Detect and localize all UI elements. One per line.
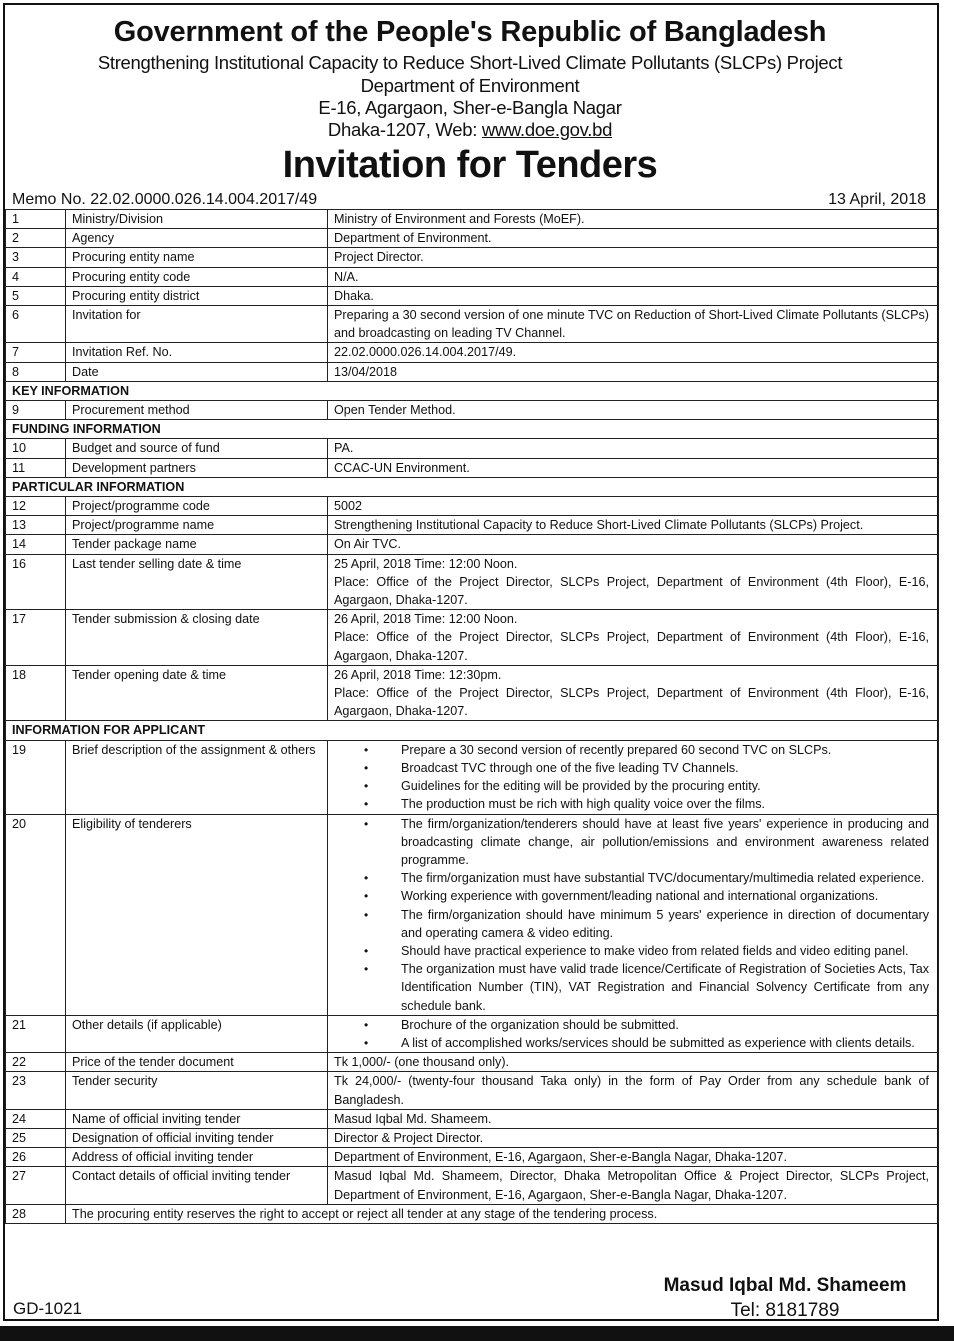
list-item: • The firm/organization should have minimum 5 years' experience in direction of documentary and operating camera & video editing. — [328, 906, 929, 942]
section-heading-funding: FUNDING INFORMATION — [6, 420, 939, 439]
list-item: • Guidelines for the editing will be provided by the procuring entity. — [328, 777, 929, 795]
row-number: 4 — [6, 267, 66, 286]
table-row — [6, 1015, 939, 1052]
section-row — [6, 477, 939, 496]
row-label: Designation of official inviting tender — [66, 1128, 328, 1147]
row-number: 25 — [6, 1128, 66, 1147]
row-number: 10 — [6, 439, 66, 458]
row-value: Masud Iqbal Md. Shameem. — [328, 1109, 939, 1128]
list-item: • Working experience with government/leading national and international organizations. — [328, 887, 929, 905]
table-row — [6, 497, 939, 516]
place: Place: Office of the Project Director, SLCPs Project, Department of Environment (4th Floor), E-16, Agargaon, Dhaka-1207. — [334, 630, 929, 663]
row-value: The procuring entity reserves the right to accept or reject all tender at any stage of the tendering process. — [66, 1204, 939, 1223]
row-value: 22.02.0000.026.14.004.2017/49. — [328, 343, 939, 362]
row-value: 13/04/2018 — [328, 362, 939, 381]
city-label: Dhaka-1207, Web: — [327, 119, 482, 140]
row-number: 28 — [6, 1204, 66, 1223]
table-row — [6, 1204, 939, 1223]
row-number: 19 — [6, 740, 66, 814]
row-label: Tender opening date & time — [66, 665, 328, 721]
section-heading-particular: PARTICULAR INFORMATION — [6, 477, 939, 496]
row-label: Price of the tender document — [66, 1053, 328, 1072]
table-row — [6, 401, 939, 420]
bullet-list — [328, 815, 929, 1015]
website-link[interactable]: www.doe.gov.bd — [481, 119, 613, 140]
table-row — [6, 210, 939, 229]
date-time: 25 April, 2018 Time: 12:00 Noon. — [334, 556, 518, 571]
row-label: Eligibility of tenderers — [66, 814, 328, 1015]
table-row — [6, 1109, 939, 1128]
list-item: • The firm/organization/tenderers should have at least five years' experience in producing and broadcasting climate change, air pollution/emissions and environment awareness related programme. — [328, 815, 929, 870]
list-item: • Prepare a 30 second version of recently prepared 60 second TVC on SLCPs. — [328, 741, 929, 759]
section-heading-key: KEY INFORMATION — [6, 381, 939, 400]
row-number: 21 — [6, 1015, 66, 1052]
row-number: 1 — [6, 210, 66, 229]
row-value — [328, 610, 939, 666]
table-row — [6, 1053, 939, 1072]
row-label: Development partners — [66, 458, 328, 477]
row-label: Tender package name — [66, 535, 328, 554]
address-line: E-16, Agargaon, Sher-e-Bangla Nagar — [318, 97, 622, 118]
row-value: Tk 1,000/- (one thousand only). — [328, 1053, 939, 1072]
section-heading-applicant: INFORMATION FOR APPLICANT — [6, 721, 939, 740]
row-value: Open Tender Method. — [328, 401, 939, 420]
row-label: Procuring entity district — [66, 286, 328, 305]
section-row — [6, 420, 939, 439]
table-row — [6, 229, 939, 248]
row-number: 3 — [6, 248, 66, 267]
list-item: • The production must be rich with high quality voice over the films. — [328, 795, 929, 813]
table-row — [6, 343, 939, 362]
signatory-name: Masud Iqbal Md. Shameem — [663, 1275, 907, 1296]
row-label: Brief description of the assignment & others — [66, 740, 328, 814]
row-value — [328, 814, 939, 1015]
row-value — [328, 554, 939, 610]
section-row — [6, 381, 939, 400]
date-time: 26 April, 2018 Time: 12:30pm. — [334, 667, 502, 682]
table-row — [6, 814, 939, 1015]
list-item: • Should have practical experience to make video from related fields and video editing panel. — [328, 942, 929, 960]
place: Place: Office of the Project Director, SLCPs Project, Department of Environment (4th Floor), E-16, Agargaon, Dhaka-1207. — [334, 574, 929, 608]
table-row — [6, 1148, 939, 1167]
tender-table — [5, 209, 939, 1224]
bullet-list — [328, 741, 929, 814]
table-row — [6, 1167, 939, 1204]
table-row — [6, 516, 939, 535]
row-label: Procuring entity code — [66, 267, 328, 286]
row-value: Department of Environment, E-16, Agargaon, Sher-e-Bangla Nagar, Dhaka-1207. — [328, 1148, 939, 1167]
memo-date: 13 April, 2018 — [828, 191, 926, 208]
signatory-telephone: Tel: 8181789 — [730, 1300, 840, 1321]
row-value: Preparing a 30 second version of one minute TVC on Reduction of Short-Lived Climate Pollutants (SLCPs) and broadcasting on leading TV Channel. — [328, 306, 939, 343]
row-number: 23 — [6, 1072, 66, 1109]
row-number: 14 — [6, 535, 66, 554]
table-row — [6, 267, 939, 286]
project-name: Strengthening Institutional Capacity to Reduce Short-Lived Climate Pollutants (SLCPs) Project — [97, 52, 843, 73]
row-label: Contact details of official inviting tender — [66, 1167, 328, 1204]
row-label: Ministry/Division — [66, 210, 328, 229]
row-value: Masud Iqbal Md. Shameem, Director, Dhaka Metropolitan Office & Project Director, SLCPs Project, Department of Environment, E-16, Agargaon, Sher-e-Bangla Nagar, Dhaka-1207. — [328, 1167, 939, 1204]
row-value: 5002 — [328, 497, 939, 516]
list-item: • Brochure of the organization should be submitted. — [328, 1016, 929, 1034]
row-number: 27 — [6, 1167, 66, 1204]
row-value: Project Director. — [328, 248, 939, 267]
row-value: Dhaka. — [328, 286, 939, 305]
row-value: N/A. — [328, 267, 939, 286]
row-number: 16 — [6, 554, 66, 610]
row-value — [328, 665, 939, 721]
row-value: Tk 24,000/- (twenty-four thousand Taka only) in the form of Pay Order from any schedule bank of Bangladesh. — [328, 1072, 939, 1109]
row-number: 5 — [6, 286, 66, 305]
bullet-list — [328, 1016, 929, 1052]
list-item: • Broadcast TVC through one of the five leading TV Channels. — [328, 759, 929, 777]
table-row — [6, 286, 939, 305]
row-label: Invitation Ref. No. — [66, 343, 328, 362]
table-row — [6, 306, 939, 343]
row-label: Address of official inviting tender — [66, 1148, 328, 1167]
row-value: Director & Project Director. — [328, 1128, 939, 1147]
row-label: Date — [66, 362, 328, 381]
row-label: Last tender selling date & time — [66, 554, 328, 610]
row-number: 8 — [6, 362, 66, 381]
row-label: Tender submission & closing date — [66, 610, 328, 666]
row-label: Other details (if applicable) — [66, 1015, 328, 1052]
place: Place: Office of the Project Director, SLCPs Project, Department of Environment (4th Floor), E-16, Agargaon, Dhaka-1207. — [334, 686, 929, 719]
row-number: 2 — [6, 229, 66, 248]
list-item: • A list of accomplished works/services should be submitted as experience with clients details. — [328, 1034, 929, 1052]
row-number: 7 — [6, 343, 66, 362]
city-web-line — [0, 119, 940, 141]
table-row — [6, 458, 939, 477]
bottom-border-bar — [0, 1326, 954, 1341]
row-label: Agency — [66, 229, 328, 248]
row-number: 20 — [6, 814, 66, 1015]
row-value: On Air TVC. — [328, 535, 939, 554]
row-value: Strengthening Institutional Capacity to Reduce Short-Lived Climate Pollutants (SLCPs) Project. — [328, 516, 939, 535]
section-row — [6, 721, 939, 740]
row-number: 12 — [6, 497, 66, 516]
row-label: Invitation for — [66, 306, 328, 343]
row-value — [328, 1015, 939, 1052]
row-label: Procurement method — [66, 401, 328, 420]
row-number: 24 — [6, 1109, 66, 1128]
row-number: 13 — [6, 516, 66, 535]
table-row — [6, 535, 939, 554]
table-row — [6, 1072, 939, 1109]
row-label: Project/programme name — [66, 516, 328, 535]
memo-number: Memo No. 22.02.0000.026.14.004.2017/49 — [12, 191, 318, 208]
row-number: 26 — [6, 1148, 66, 1167]
row-number: 6 — [6, 306, 66, 343]
table-row — [6, 610, 939, 666]
table-row — [6, 740, 939, 814]
row-value: PA. — [328, 439, 939, 458]
table-row — [6, 248, 939, 267]
notice-title: Invitation for Tenders — [282, 144, 658, 186]
table-row — [6, 554, 939, 610]
table-row — [6, 1128, 939, 1147]
row-label: Project/programme code — [66, 497, 328, 516]
date-time: 26 April, 2018 Time: 12:00 Noon. — [334, 612, 518, 627]
list-item: • The firm/organization must have substantial TVC/documentary/multimedia related experience. — [328, 869, 929, 887]
row-value — [328, 740, 939, 814]
row-number: 18 — [6, 665, 66, 721]
row-label: Name of official inviting tender — [66, 1109, 328, 1128]
row-value: Ministry of Environment and Forests (MoEF). — [328, 210, 939, 229]
list-item: • The organization must have valid trade licence/Certificate of Registration of Societies Acts, Tax Identification Number (TIN), VAT Registration and Financial Solvency Certificate from any schedule bank. — [328, 960, 929, 1015]
row-number: 17 — [6, 610, 66, 666]
table-row — [6, 665, 939, 721]
row-number: 9 — [6, 401, 66, 420]
row-label: Tender security — [66, 1072, 328, 1109]
row-number: 22 — [6, 1053, 66, 1072]
row-label: Budget and source of fund — [66, 439, 328, 458]
footer-code: GD-1021 — [13, 1299, 82, 1318]
row-number: 11 — [6, 458, 66, 477]
table-row — [6, 362, 939, 381]
table-row — [6, 439, 939, 458]
row-label: Procuring entity name — [66, 248, 328, 267]
row-value: CCAC-UN Environment. — [328, 458, 939, 477]
department-name: Department of Environment — [360, 75, 580, 96]
row-value: Department of Environment. — [328, 229, 939, 248]
government-title: Government of the People's Republic of Bangladesh — [113, 16, 827, 48]
